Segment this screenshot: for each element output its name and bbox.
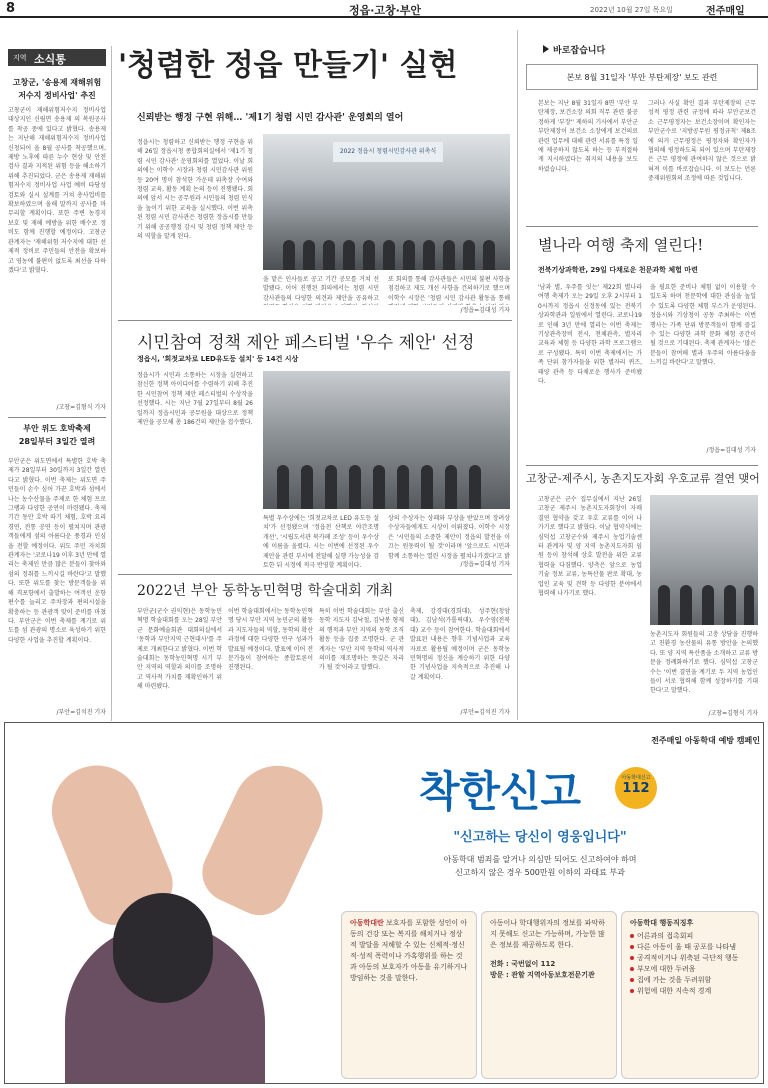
- festival-subhead: 전북기상과학관, 29일 다채로운 천문과학 체험 마련: [538, 266, 698, 274]
- notice-kicker: [543, 43, 693, 56]
- hand-right-icon: [193, 751, 338, 925]
- story1-title-line1: 고창군, '송용제 재해위험: [12, 78, 102, 87]
- proposal-byline: /정읍=김대성 기자: [460, 561, 510, 568]
- proposal-headline: 시민참여 정책 제안 페스티벌 '우수 제안' 선정: [137, 333, 475, 353]
- badge-112: [615, 767, 657, 809]
- bullet-icon: [630, 978, 634, 982]
- main-col1: 정읍시는 청렴하고 신뢰받는 행정 구현을 위해 26일 정읍시청 종합회의실에서 '제1기 청렴 시민 감사관' 운영회의를 열었다. 이날 회의에는 이학수 시장과 청렴 시민감사관 위원 등 20여 명이 참석한 가운데 위촉장 수여와 청렴 교육, 활동 계획 논의 등이 진행됐다. 회의에 앞서 시는 공무원과 시민들의 청렴 인식을 높이기 위한 교육을 실시했다. 이번 위촉된 청렴 시민 감사관은 청렴한 정읍시를 만들기 위해 공공행정 감시 및 청렴 정책 제안 등의 역할을 맡게 된다.: [137, 139, 253, 241]
- section-label-a: 지역: [13, 54, 27, 62]
- sidebar-section-label: [8, 49, 106, 66]
- exchange-col2: 농촌지도자 회원들의 고충 상담을 진행하고 친환경 농산물의 유통 방안을 논의했다. 또 양 지역 특산품을 소개하고 교류 방문을 정례화하기로 했다. 심덕섭 고창군수는 '이번 결연을 계기로 두 지역 농업인들이 서로 협력해 함께 성장하기를 기대한다'고 말했다.: [650, 631, 758, 695]
- ad-panel: [4, 722, 764, 1084]
- sidebar-story2-body: 부안군은 위도면에서 특별한 호박 축제가 28일부터 30일까지 3일간 열린다고 밝혔다. 이번 축제는 위도면 주민들이 손수 심어 가꾼 호박과 섬에서 나는 농수산물을 주제로 한 체험 프로그램과 다양한 공연이 마련됐다. 축제 기간 동안 호박 따기 체험, 호박 요리 경연, 전통 공연 등이 펼쳐지며 관광객들에게 섬의 아름다운 풍경과 인심을 전할 예정이다. 위도 주민 자치회 관계자는 '코로나19 이후 3년 만에 열리는 축제인 만큼 많은 분들이 찾아와 섬의 정취를 느끼시길 바란다'고 말했다. 또한 위도를 찾는 방문객들을 위해 격포항에서 출발하는 여객선 운항 편수를 늘리고 주차장과 편의시설을 확충하는 등 관광객 맞이 준비를 마쳤다. 부안군은 이번 축제를 계기로 위도를 섬 관광의 명소로 육성하기 위한 다양한 사업을 추진할 계획이다.: [8, 458, 106, 644]
- conference-col4: 축제, 강경대(경희대), 성주현(청암대), 김남석(가톨릭대), 우수영(전북대) 교수 등이 참여한다. 학술대회에서 발표된 내용은 향후 기념사업과 교육 자료로 활용될 예정이며 군은 동학농민혁명의 정신을 계승하기 위한 다양한 기념사업을 지속적으로 추진해 나갈 계획이다.: [410, 608, 510, 681]
- conference-headline: 2022년 부안 동학농민혁명 학술대회 개최: [137, 583, 394, 599]
- page-number: 8: [6, 1, 16, 16]
- ad-intro-line1: 아동학대 범죄를 알거나 의심만 되어도 신고하여야 하며: [443, 855, 637, 864]
- signs-item-text: 어른과의 접촉회피: [637, 932, 694, 940]
- ad-intro-line2: 신고하지 않은 경우 500만원 이하의 과태료 부과: [455, 868, 625, 877]
- bullet-icon: [630, 989, 634, 993]
- conference-col1: 부안군(군수 권익현)은 동학농민혁명 학술대회를 오는 28일 부안군 문화예술회관 대회의실에서 '동학과 부안지역 근현대사'를 주제로 개최한다고 밝혔다. 이번 학술대회는 동학농민혁명 시기 부안 지역의 역할과 의미를 조명하고 역사적 가치를 재확인하기 위해 마련됐다.: [137, 608, 222, 691]
- box2-text: 아동이나 학대행위자의 정보를 파악하지 못해도 신고는 가능하며, 가능한 많은 정보를 제공하도록 한다.: [490, 919, 605, 949]
- box1-text: 보호자를 포함한 성인이 아동의 건강 또는 복지를 해치거나 정상적 발달을 저해할 수 있는 신체적·정신적·성적 폭력이나 가혹행위를 하는 것과 아동의 보호자가 아동을 유기하거나 방임하는 것을 말한다.: [350, 919, 468, 982]
- main-photo: [263, 134, 510, 270]
- proposal-photo: [263, 371, 510, 509]
- column-rule: [111, 46, 112, 721]
- signs-item-text: 다른 아동이 울 때 공포를 나타냄: [637, 943, 737, 951]
- ad-box-report: [481, 911, 617, 1079]
- signs-item-text: 위험에 대한 지속적 경계: [637, 987, 712, 995]
- badge-top-text: 아동학대신고: [621, 775, 651, 781]
- exchange-photo: [650, 495, 758, 625]
- ad-slogan: "신고하는 당신이 영웅입니다": [453, 830, 627, 845]
- notice-col2: 그러나 사실 확인 결과 부탄제장의 근무성적 평정 관련 규정에 따라 부안군보건소 근무평정자는 보건소장이며 확인자는 부안군수로 '지방공무원 평정규칙' 제8조에 의거 근무평정은 평정자와 확인자가 협의해 평정하도록 되어 있으며 부탄제장은 근무 평정에 관여하지 않은 것으로 밝혀져 이를 바로잡습니다. 이 보도는 언론중재위원회의 조정에 따른 것입니다.: [648, 100, 756, 183]
- notice-col1: 본보는 지난 8월 31일자 8면 '부안 부탄제장, 보건소장 의회 직무 관련 불공정하게 '부장'' 제하의 기사에서 부안군 부탄제장이 보건소 소장에게 보건의료 관련 업무에 대해 관련 서류를 특정 일에 제공하지 않도록 하는 등 부적절하게 지시하였다는 취지의 내용을 보도하였습니다.: [538, 100, 638, 173]
- sidebar-story2-title: [8, 422, 106, 448]
- bullet-icon: [630, 945, 634, 949]
- conference-col3: 특히 이번 학술대회는 부안 출신 동학 지도자 김낙철, 김낙봉 형제의 행적과 부안 지역의 동학 조직 활동 등을 집중 조명한다. 군 관계자는 '부안 지역 동학의 역사적 의미를 재조명하는 뜻깊은 자리가 될 것'이라고 말했다.: [319, 608, 404, 672]
- notice-title-box: [526, 64, 758, 90]
- proposal-col1: 정읍시가 시민과 소통하는 시정을 실현하고 참신한 정책 아이디어를 수렴하기 위해 추진한 시민참여 정책 제안 페스티벌의 수상작을 선정했다. 시는 지난 7월 27일부터 8월 26일까지 정읍시민과 공무원을 대상으로 정책 제안을 공모해 총 186건의 제안을 접수했다.: [137, 372, 253, 427]
- ad-illustration: [5, 723, 335, 1084]
- badge-number: 112: [622, 781, 650, 796]
- festival-headline: 별나라 여행 축제 열린다!: [538, 236, 704, 254]
- notice-arrow-icon: [543, 45, 549, 53]
- signs-item: [630, 964, 750, 975]
- notice-kicker-label: 바로잡습니다: [553, 46, 606, 56]
- divider: [118, 320, 512, 321]
- page-header: [0, 0, 768, 18]
- notice-title: 본보 8월 31일자 '부안 부탄제장' 보도 관련: [566, 73, 718, 82]
- proposal-col3: 상의 수상자는 상패와 부상을 받았으며 장려상 수상자들에게도 시상이 이뤄졌다. 이학수 시장은 '시민들의 소중한 제안이 정읍의 발전을 이끄는 원동력이 될 것'이라며 '앞으로도 시민과 함께 소통하는 열린 시정을 펼쳐나가겠다'고 밝: [388, 515, 510, 560]
- box1-lead: 아동학대란: [350, 919, 384, 927]
- signs-item-text: 집에 가는 것을 두려워함: [637, 976, 712, 984]
- signs-item: [630, 975, 750, 986]
- bullet-icon: [630, 967, 634, 971]
- bullet-icon: [630, 934, 634, 938]
- main-byline: /정읍=김대성 기자: [460, 307, 510, 314]
- sidebar-story1-title: [8, 76, 106, 102]
- main-col3: 또 회의를 통해 감사관들은 시민의 불편 사항을 점검하고 제도 개선 사항을 건의하기로 했으며 이학수 시장은 '청렴 시민 감사관 활동을 통해: [388, 276, 510, 302]
- issue-date: 2022년 10월 27일 목요일: [590, 6, 673, 14]
- sidebar-story1-body: 고창군이 재해위험저수지 정비사업 대상지인 신림면 송용제 의 복원공사를 착공 중에 있다고 밝혔다. 송용제는 지난해 재해위험저수지 정비사업 신청되어 올 8월 공사를 착공했으며, 제방 노후에 따른 누수 현상 및 안전 검사 결과 지적된 위험 등을 해소하기 위해 추진되었다. 군은 송용제 재해위험저수지 정비사업 사업 예비 타당성 검토와 실시 설계를 거쳐 총사업비를 확보하였으며 올해 말까지 공사를 마무리할 계획이다. 또한 주변 농경지 보호 및 재해 예방을 위한 배수로 정비도 함께 진행할 예정이다. 고창군 관계자는 '재해위험 저수지에 대한 선제적 정비로 주민들의 안전을 확보하고 영농에 불편이 없도록 최선을 다하겠다'고 밝혔다.: [8, 107, 106, 274]
- signs-item: [630, 931, 750, 942]
- child-hair-icon: [113, 893, 213, 1003]
- conference-byline: /부안=김석진 기자: [460, 709, 510, 716]
- story2-title-line2: 28일부터 3일간 열려: [18, 437, 96, 446]
- signs-item-text: 공격적이거나 위축된 극단적 행동: [637, 954, 739, 962]
- story2-title-line1: 부안 위도 호박축제: [23, 424, 91, 433]
- signs-item: [630, 942, 750, 953]
- publisher-name: 전주매일: [706, 6, 745, 17]
- divider: [526, 465, 758, 466]
- exchange-body: 고창군은 군수 집무실에서 지난 26일 고창군 제주시 농촌지도자회장이 자매결연 협약을 갖고 우호 교류를 이어 나가기로 했다고 밝혔다. 이날 협약식에는 심덕섭 고창군수와 제주시 농업기술센터 관계자 및 양 지역 농촌지도자회 임원 등이 참석해 상호 발전을 위한 교류 협력을 다짐했다. 양측은 앞으로 농업 기술 정보 교류, 농특산물 판로 확대, 농업인 교육 및 견학 등 다양한 분야에서 협력해 나가기로 했다.: [538, 496, 642, 598]
- section-title: 정읍·고창·부안: [348, 4, 422, 17]
- ad-box-signs: [621, 911, 759, 1079]
- column-rule: [517, 30, 518, 720]
- signs-item-text: 부모에 대한 두려움: [637, 965, 696, 973]
- main-col2: 을 맡은 인사들로 공고 기간 공모를 거쳐 선발됐다. 이어 진행된 회의에서는 청렴 시민 감사관들의 다양한 의견과 제안을 공유하고: [263, 276, 379, 302]
- signs-item: [630, 986, 750, 997]
- sidebar-story2-byline: /부안=김석진 기자: [56, 709, 106, 716]
- bullet-icon: [630, 956, 634, 960]
- conference-col2: 이번 학술대회에서는 동학농민혁명 당시 부안 지역 농민군의 활동과 지도자들의 역할, 동학의 확산 과정에 대한 다양한 연구 성과가 발표될 예정이다. 발표에 이어 전문가들이 참여하는 종합토론이 진행된다.: [228, 608, 313, 672]
- main-headline: '청렴한 정읍 만들기' 실현: [118, 48, 458, 83]
- festival-col1: '남과 별, 우주를 잇는' 제22회 별나라 여행 축제가 오는 29일 오후 2시부터 10시까지 정읍시 신정동에 있는 전북기상과학관과 일원에서 열린다. 코로나19로 인해 3년 만에 열리는 이번 축제는 기상관측장비 전시, 천체관측, 별자리 교육과 체험 등 다양한 과학 프로그램으로 구성됐다. 특히 이번 축제에서는 가족 단위 참가자들을 위한 별자리 퀴즈, 태양 관측 등 다채로운 행사가 준비됐다.: [538, 284, 642, 386]
- section-label-b: 소식통: [34, 53, 66, 66]
- divider: [8, 417, 106, 418]
- box2-visit: 방문 : 관할 지역아동보호전문기관: [490, 971, 595, 979]
- signs-item: [630, 953, 750, 964]
- box3-title: 아동학대 행동직징후: [630, 919, 694, 927]
- festival-col2: 을 필요한 준비나 체험 없이 이용할 수 있도록 하며 천문학에 대한 관심을 높일 수 있도록 다양한 체험 부스가 운영된다. 정읍시와 기상청이 공동 주최하는 이번 행사는 가족 단위 방문객들이 함께 즐길 수 있는 다양한 과학 문화 체험 공간이 될 것으로 기대된다. 축제 관계자는 '많은 분들이 참여해 별과 우주의 아름다움을 느끼길 바란다'고 말했다.: [650, 284, 756, 367]
- divider: [526, 226, 758, 227]
- proposal-col2: 특별 우수상에는 '희젓교차로 LED 유도등 설치'가 선정됐으며 '정읍천 산책로 야간조명 개선', '시립도서관 북카페 조성' 등이 우수상에 이름을 올렸다. 시는 이번에 선정된 우수 제안을 관련 부서에 전달해 실행 가능성을 검토한 뒤 시정에 적극 반영할 계획이다.: [263, 515, 379, 570]
- story1-title-line2: 저수지 정비사업' 추진: [18, 91, 96, 100]
- sidebar-story1-byline: /고창=김형식 기자: [56, 404, 106, 411]
- exchange-byline: /고창=김형식 기자: [708, 710, 758, 717]
- ad-intro: [335, 853, 745, 879]
- photo-banner: 2022 정읍시 청렴시민감사관 위촉식: [333, 142, 443, 162]
- proposal-subhead: 정읍시, '희젓교차로 LED유도등 설치' 등 14건 시상: [137, 355, 299, 363]
- divider: [118, 574, 512, 575]
- ad-campaign-label: 전주매일 아동학대 예방 캠페인: [651, 736, 760, 745]
- ad-box-definition: [341, 911, 477, 1079]
- ad-brand-title: 착한신고: [418, 767, 582, 816]
- main-subhead: 신뢰받는 행정 구현 위해… '제1기 청렴 시민 감사관' 운영회의 열어: [137, 113, 404, 123]
- festival-byline: /정읍=김대성 기자: [706, 447, 756, 454]
- box2-call: 전화 : 국번없이 112: [490, 960, 556, 968]
- exchange-headline: 고창군-제주시, 농촌지도자회 우호교류 결연 맺어: [526, 472, 760, 485]
